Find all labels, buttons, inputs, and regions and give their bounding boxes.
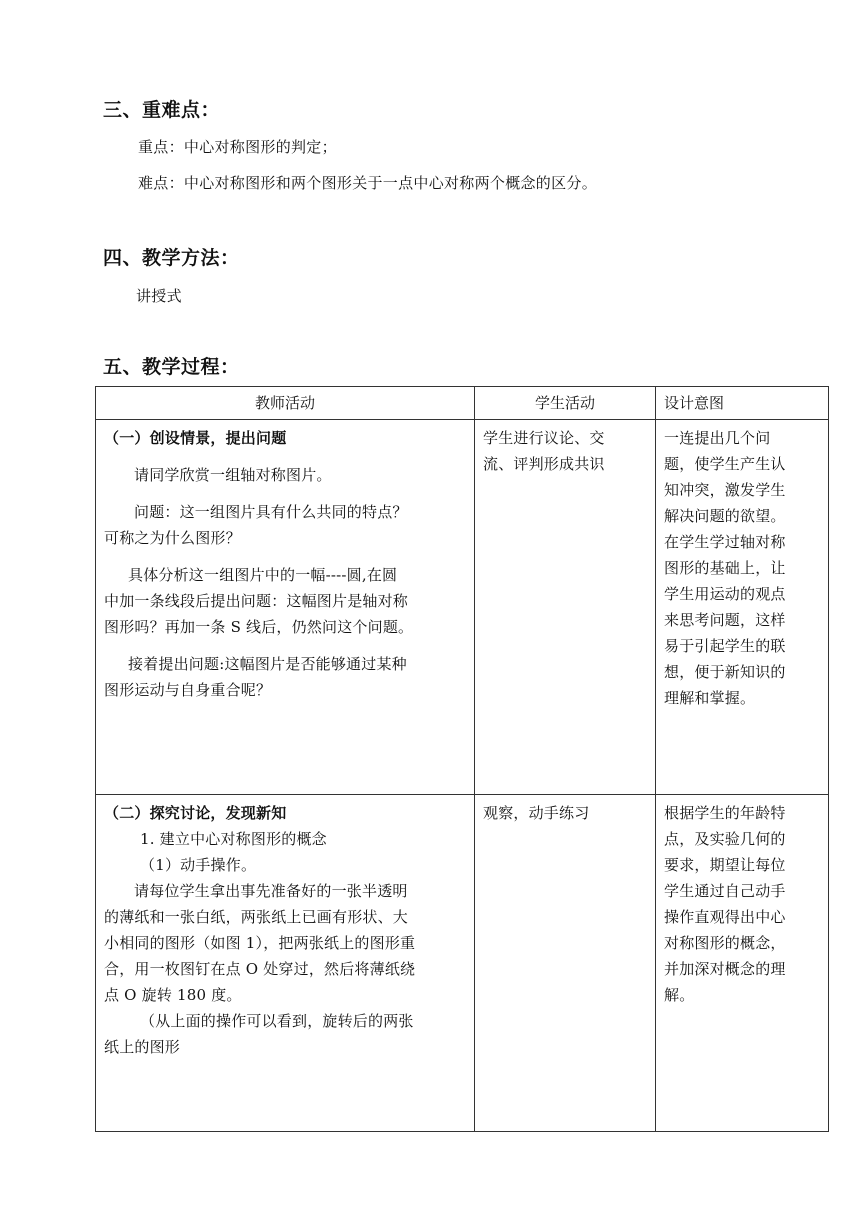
student-line: 观察，动手练习 [483, 804, 590, 822]
row-section-title: （二）探究讨论，发现新知 [104, 804, 287, 822]
teacher-activity-cell [96, 420, 475, 795]
teacher-activity-cell [96, 795, 475, 1132]
design-intent-cell [656, 420, 829, 795]
teacher-line: 可称之为什么图形？ [104, 529, 241, 547]
intent-line: 来思考问题，这样 [664, 611, 786, 629]
intent-line: 根据学生的年龄特 [664, 804, 786, 822]
key-point-text: 重点：中心对称图形的判定； [138, 138, 337, 156]
student-line: 学生进行议论、交 [483, 429, 605, 447]
teacher-line: 请同学欣赏一组轴对称图片。 [134, 466, 332, 484]
intent-line: 想，便于新知识的 [664, 663, 786, 681]
teacher-line: 1. 建立中心对称图形的概念 [140, 830, 327, 848]
header-student-activity: 学生活动 [475, 387, 656, 420]
section-heading-3: 三、重难点： [103, 99, 221, 121]
table-row [96, 795, 829, 1132]
intent-line: 图形的基础上，让 [664, 559, 786, 577]
student-activity-cell [475, 795, 656, 1132]
intent-line: 解。 [664, 986, 695, 1004]
intent-line: 理解和掌握。 [664, 689, 756, 707]
intent-line: 易于引起学生的联 [664, 637, 786, 655]
intent-line: 一连提出几个问 [664, 429, 771, 447]
teacher-line: 中加一条线段后提出问题：这幅图片是轴对称 [104, 592, 409, 610]
teacher-line: 的薄纸和一张白纸，两张纸上已画有形状、大 [104, 908, 409, 926]
intent-line: 操作直观得出中心 [664, 908, 786, 926]
section-heading-5: 五、教学过程： [103, 356, 240, 378]
intent-line: 在学生学过轴对称 [664, 533, 786, 551]
intent-line: 并加深对概念的理 [664, 960, 786, 978]
teacher-line: （从上面的操作可以看到，旋转后的两张 [140, 1012, 414, 1030]
teaching-method-text: 讲授式 [136, 287, 182, 305]
intent-line: 学生用运动的观点 [664, 585, 786, 603]
student-activity-cell [475, 420, 656, 795]
student-line: 流、评判形成共识 [483, 455, 605, 473]
teacher-line: 点 O 旋转 180 度。 [104, 986, 242, 1004]
teacher-line: 接着提出问题:这幅图片是否能够通过某种 [128, 655, 407, 673]
intent-line: 对称图形的概念， [664, 934, 786, 952]
table-header-row [96, 387, 829, 420]
teacher-line: 具体分析这一组图片中的一幅----圆,在圆 [128, 566, 398, 584]
teacher-line: 纸上的图形 [104, 1038, 181, 1056]
teacher-line: （1）动手操作。 [140, 856, 257, 874]
teacher-line: 合，用一枚图钉在点 O 处穿过，然后将薄纸绕 [104, 960, 416, 978]
teacher-line: 问题：这一组图片具有什么共同的特点？ [134, 503, 408, 521]
intent-line: 点，及实验几何的 [664, 830, 786, 848]
intent-line: 学生通过自己动手 [664, 882, 786, 900]
teacher-line: 图形吗？再加一条 S 线后，仍然问这个问题。 [104, 618, 414, 636]
row-section-title: （一）创设情景，提出问题 [104, 429, 287, 447]
header-teacher-activity: 教师活动 [96, 387, 475, 420]
intent-line: 要求，期望让每位 [664, 856, 786, 874]
header-design-intent: 设计意图 [656, 387, 829, 420]
intent-line: 题，使学生产生认 [664, 455, 786, 473]
intent-line: 解决问题的欲望。 [664, 507, 786, 525]
section-heading-4: 四、教学方法： [103, 247, 240, 269]
teacher-line: 小相同的图形（如图 1），把两张纸上的图形重 [104, 934, 416, 952]
intent-line: 知冲突，激发学生 [664, 481, 786, 499]
difficult-point-text: 难点：中心对称图形和两个图形关于一点中心对称两个概念的区分。 [138, 174, 598, 192]
teacher-line: 图形运动与自身重合呢？ [104, 681, 272, 699]
teaching-process-table [95, 386, 829, 1132]
teacher-line: 请每位学生拿出事先准备好的一张半透明 [134, 882, 408, 900]
table-row [96, 420, 829, 795]
design-intent-cell [656, 795, 829, 1132]
